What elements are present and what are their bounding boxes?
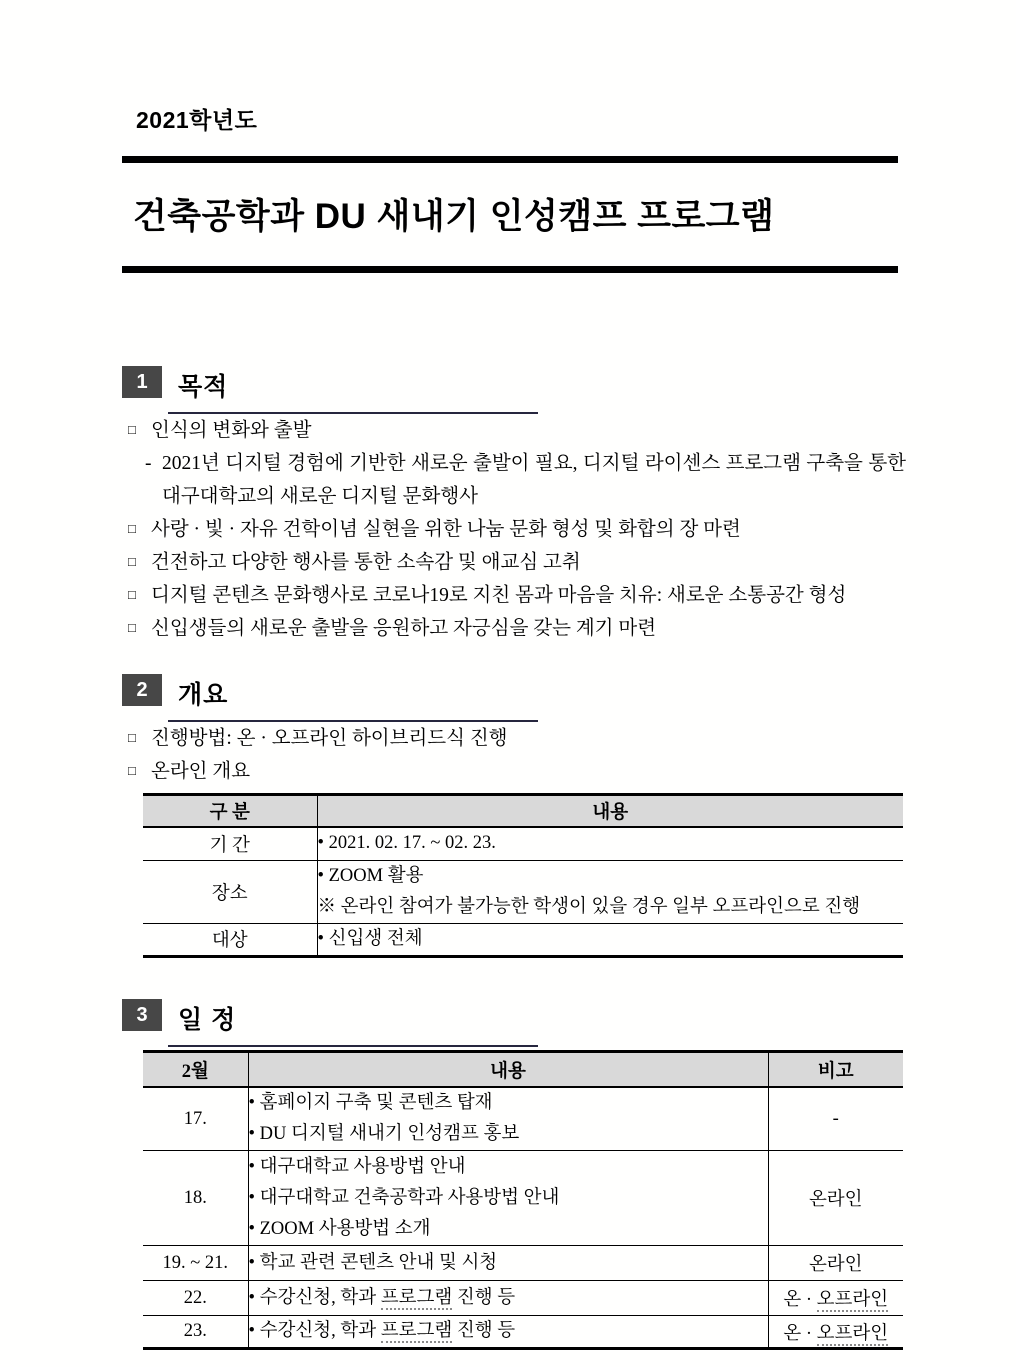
schedule-table-header-row xyxy=(143,1052,903,1088)
spellcheck-underlined-text: 프로그램 xyxy=(380,1287,453,1308)
row-label-cell: 기 간 xyxy=(209,835,250,856)
overview-header-category: 구 분 xyxy=(143,795,317,828)
row-content-cell xyxy=(248,1087,768,1151)
academic-year-label: 2021학년도 xyxy=(136,107,258,133)
overview-row-place xyxy=(143,860,903,923)
content-line: • 2021. 02. 17. ~ 02. 23. xyxy=(317,833,496,854)
content-text: • 수강신청, 학과 xyxy=(248,1287,381,1308)
content-text: 진행 등 xyxy=(452,1287,516,1308)
schedule-table xyxy=(143,1050,903,1350)
content-line: • ZOOM 사용방법 소개 xyxy=(248,1218,431,1239)
schedule-row-19-21 xyxy=(143,1246,903,1281)
square-bullet-marker: □ xyxy=(128,554,136,569)
overview-row-target xyxy=(143,923,903,956)
remark-text: 온 · xyxy=(783,1323,817,1344)
date-cell: 18. xyxy=(183,1187,207,1208)
bullet-item-sub xyxy=(128,447,906,513)
doc-title: 건축공학과 DU 새내기 인성캠프 프로그램 xyxy=(133,197,775,236)
content-line xyxy=(249,1283,768,1314)
section-1-title: 목적 xyxy=(168,366,538,414)
spellcheck-underlined-text: 오프라인 xyxy=(816,1290,889,1310)
date-cell: 23. xyxy=(183,1321,207,1341)
remark-cell: - xyxy=(768,1087,903,1151)
square-bullet-marker: □ xyxy=(128,587,136,602)
content-line: • ZOOM 활용 xyxy=(317,865,424,886)
schedule-header-remark: 비고 xyxy=(768,1052,903,1088)
content-line: ※ 온라인 참여가 불가능한 학생이 있을 경우 일부 오프라인으로 진행 xyxy=(317,896,861,917)
section-3-number-badge: 3 xyxy=(122,999,162,1031)
content-line: • 대구대학교 건축공학과 사용방법 안내 xyxy=(248,1187,560,1208)
square-bullet-marker: □ xyxy=(128,620,136,635)
overview-table-header-row xyxy=(143,795,903,828)
content-text: • 수강신청, 학과 xyxy=(248,1321,381,1341)
overview-row-period xyxy=(143,827,903,860)
row-content-cell xyxy=(317,827,903,860)
remark-cell: 온라인 xyxy=(768,1151,903,1246)
schedule-row-17 xyxy=(143,1087,903,1151)
overview-table xyxy=(143,793,903,958)
section-3-heading xyxy=(122,999,538,1047)
row-label-cell: 장소 xyxy=(211,883,248,904)
bullet-item xyxy=(128,546,906,579)
content-text: 진행 등 xyxy=(452,1321,516,1341)
section-2-heading xyxy=(122,674,538,722)
section-3-title: 일 정 xyxy=(168,999,538,1047)
title-bottom-rule xyxy=(122,266,898,273)
spellcheck-underlined-text: 프로그램 xyxy=(380,1321,453,1341)
section-2-number-badge: 2 xyxy=(122,674,162,706)
schedule-row-22 xyxy=(143,1281,903,1316)
remark-cell xyxy=(768,1281,903,1316)
schedule-header-date: 2월 xyxy=(143,1052,248,1088)
content-line: • 대구대학교 사용방법 안내 xyxy=(248,1156,466,1177)
content-line xyxy=(249,1316,768,1347)
content-line: • 홈페이지 구축 및 콘텐츠 탑재 xyxy=(248,1093,493,1113)
row-content-cell xyxy=(248,1151,768,1246)
spellcheck-underlined-text: 오프라인 xyxy=(816,1323,889,1344)
bullet-item xyxy=(128,612,906,645)
bullet-text: 온라인 개요 xyxy=(151,761,251,782)
bullet-text: 2021년 디지털 경험에 기반한 새로운 출발이 필요, 디지털 라이센스 프로그램 구축을 통한 대구대학교의 새로운 디지털 문화행사 xyxy=(162,453,906,507)
schedule-row-18 xyxy=(143,1151,903,1246)
remark-cell: 온라인 xyxy=(768,1246,903,1281)
bullet-text: 건전하고 다양한 행사를 통한 소속감 및 애교심 고취 xyxy=(151,552,581,573)
bullet-text: 인식의 변화와 출발 xyxy=(151,420,312,441)
bullet-item xyxy=(128,414,906,447)
content-line: • DU 디지털 새내기 인성캠프 홍보 xyxy=(248,1124,520,1144)
row-content-cell xyxy=(248,1316,768,1349)
section-2-title: 개요 xyxy=(168,674,538,722)
square-bullet-marker: □ xyxy=(128,730,136,745)
bullet-text: 사랑 · 빛 · 자유 건학이념 실현을 위한 나눔 문화 형성 및 화합의 장 마련 xyxy=(151,519,741,540)
bullet-item xyxy=(128,755,906,788)
row-label-cell: 대상 xyxy=(211,931,248,951)
section-1-heading xyxy=(122,366,538,414)
schedule-row-23 xyxy=(143,1316,903,1349)
row-content-cell xyxy=(317,860,903,923)
row-content-cell xyxy=(248,1281,768,1316)
overview-header-content: 내용 xyxy=(317,795,903,828)
square-bullet-marker: □ xyxy=(128,521,136,536)
bullet-item xyxy=(128,722,906,755)
content-line: • 학교 관련 콘텐츠 안내 및 시청 xyxy=(248,1252,498,1273)
section-1-number-badge: 1 xyxy=(122,366,162,398)
row-content-cell xyxy=(317,923,903,956)
remark-cell xyxy=(768,1316,903,1349)
title-top-rule xyxy=(122,156,898,163)
date-cell: 17. xyxy=(183,1108,207,1129)
bullet-item xyxy=(128,513,906,546)
content-line: • 신입생 전체 xyxy=(317,928,423,949)
bullet-text: 신입생들의 새로운 출발을 응원하고 자긍심을 갖는 계기 마련 xyxy=(151,618,657,639)
dash-bullet-marker: - xyxy=(145,453,152,474)
date-cell: 19. ~ 21. xyxy=(162,1252,228,1273)
bullet-text: 디지털 콘텐츠 문화행사로 코로나19로 지친 몸과 마음을 치유: 새로운 소통공간 형성 xyxy=(151,585,847,606)
section-2-bullet-list xyxy=(128,722,906,788)
date-cell: 22. xyxy=(183,1287,207,1308)
bullet-item xyxy=(128,579,906,612)
square-bullet-marker: □ xyxy=(128,763,136,778)
schedule-header-content: 내용 xyxy=(248,1052,768,1088)
remark-text: 온 · xyxy=(783,1290,817,1310)
bullet-text: 진행방법: 온 · 오프라인 하이브리드식 진행 xyxy=(151,728,508,749)
row-content-cell xyxy=(248,1246,768,1281)
square-bullet-marker: □ xyxy=(128,422,136,437)
section-1-bullet-list xyxy=(128,414,906,645)
